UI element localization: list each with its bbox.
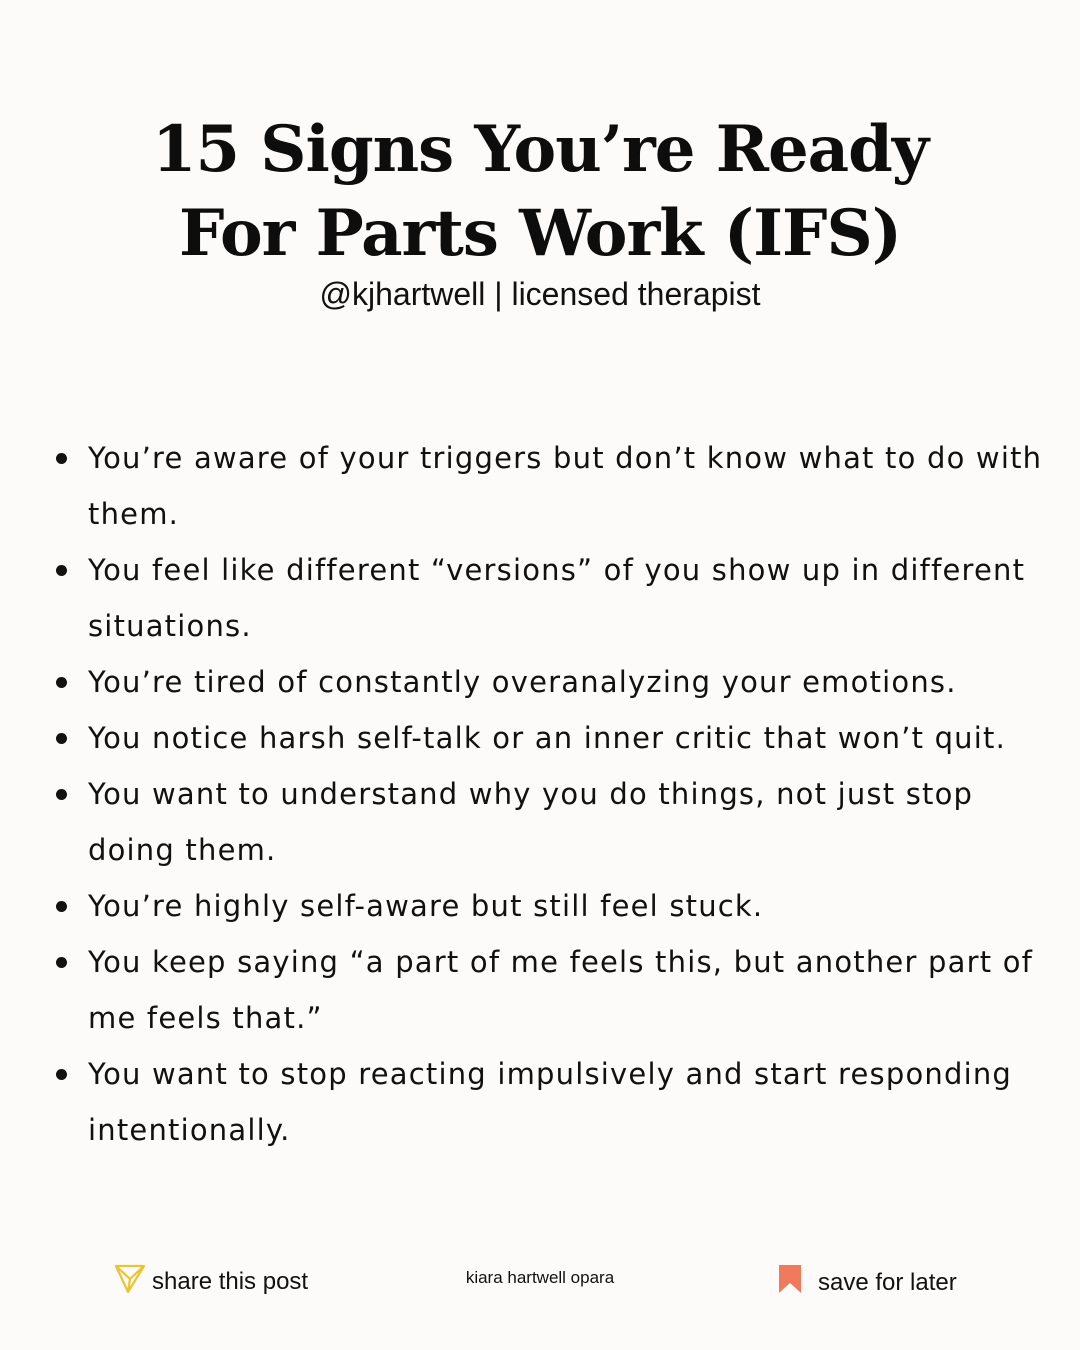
- signs-list: [56, 430, 1046, 1158]
- list-item-text: You’re tired of constantly overanalyzing your emotions.: [88, 665, 957, 699]
- list-item: [56, 430, 1046, 542]
- list-item: [56, 934, 1046, 1046]
- list-item: [56, 878, 1046, 934]
- list-item-text: You’re aware of your triggers but don’t know what to do with them.: [88, 441, 1043, 531]
- page-title: [0, 108, 1080, 276]
- bullet-icon: [56, 957, 67, 968]
- list-item-text: You want to stop reacting impulsively and start responding intentionally.: [88, 1057, 1013, 1147]
- list-item: [56, 1046, 1046, 1158]
- author-handle: @kjhartwell | licensed therapist: [319, 276, 761, 312]
- author-name: kiara hartwell opara: [465, 1268, 615, 1287]
- bullet-icon: [56, 789, 67, 800]
- list-item: [56, 654, 1046, 710]
- bullet-icon: [56, 677, 67, 688]
- list-item: [56, 542, 1046, 654]
- bullet-icon: [56, 453, 67, 464]
- save-button[interactable]: [778, 1264, 957, 1301]
- list-item: [56, 710, 1046, 766]
- save-label: save for later: [818, 1268, 957, 1296]
- bullet-icon: [56, 1069, 67, 1080]
- list-item-text: You notice harsh self-talk or an inner critic that won’t quit.: [88, 721, 1007, 755]
- list-item-text: You feel like different “versions” of you show up in different situations.: [88, 553, 1026, 643]
- list-item: [56, 766, 1046, 878]
- list-item-text: You keep saying “a part of me feels this, but another part of me feels that.”: [88, 945, 1034, 1035]
- share-label: share this post: [152, 1267, 309, 1295]
- bullet-icon: [56, 901, 67, 912]
- bookmark-icon: [778, 1264, 818, 1301]
- bullet-icon: [56, 733, 67, 744]
- title-line-1: 15 Signs You’re Ready: [151, 112, 929, 187]
- bullet-icon: [56, 565, 67, 576]
- list-item-text: You want to understand why you do things, not just stop doing them.: [88, 777, 974, 867]
- title-line-2: For Parts Work (IFS): [179, 196, 901, 271]
- list-item-text: You’re highly self-aware but still feel stuck.: [88, 889, 764, 923]
